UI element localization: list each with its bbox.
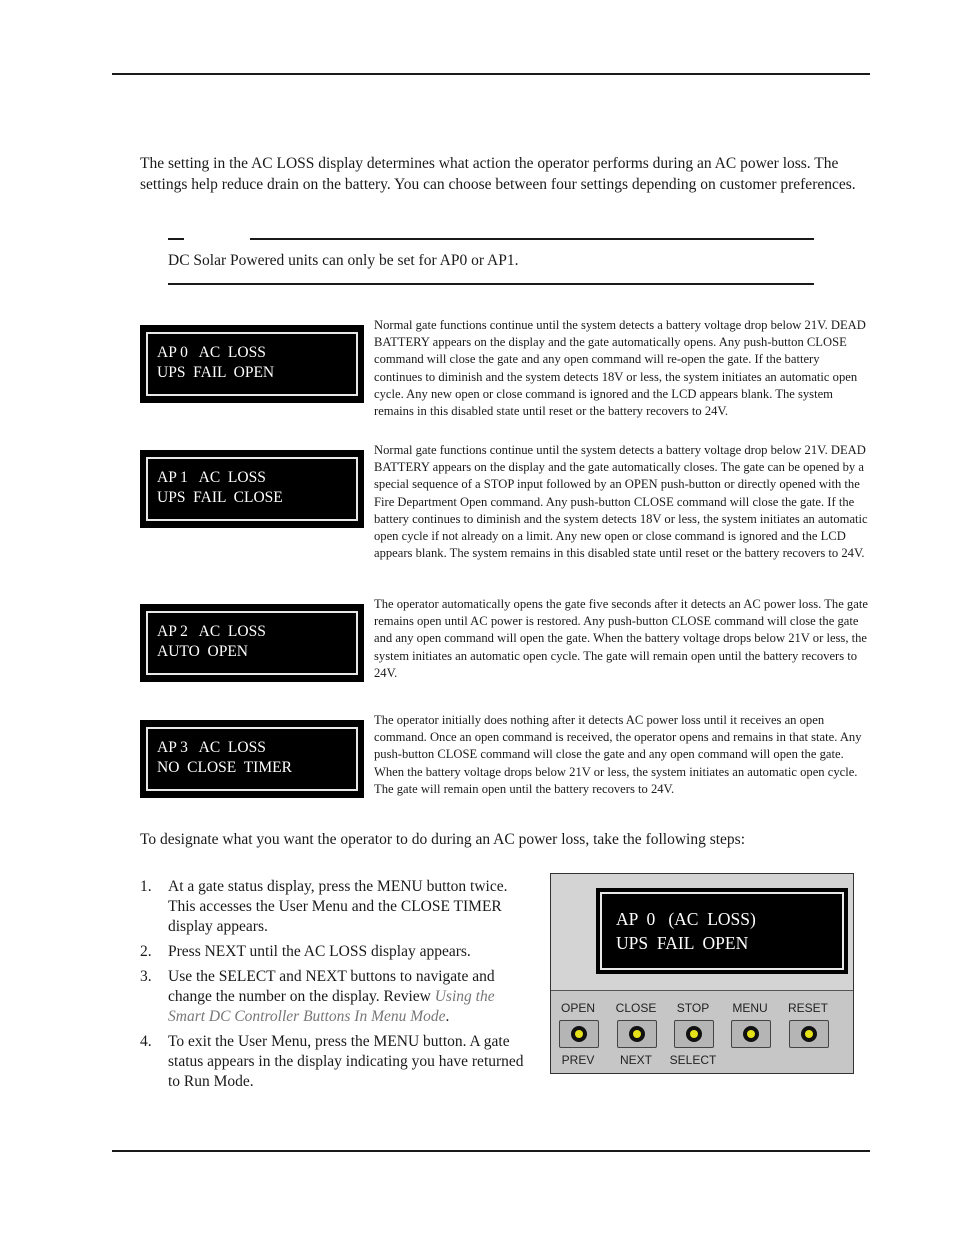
steps-intro: To designate what you want the operator to do during an AC power loss, take the following steps: bbox=[140, 831, 746, 848]
lcd-ap2-line1: AP 2 AC LOSS bbox=[157, 623, 266, 640]
step-1: 1. At a gate status display, press the MENU button twice. This accesses the User Menu and the CLOSE TIMER display appears. bbox=[140, 878, 508, 935]
intro-paragraph: The setting in the AC LOSS display determines what action the operator performs during an AC power loss. The settings help reduce drain on the battery. You can choose between four settings depending on customer preferences. bbox=[140, 155, 856, 193]
label-menu: MENU bbox=[732, 1001, 768, 1015]
led-icon bbox=[686, 1026, 702, 1042]
lcd-ap2 bbox=[140, 604, 364, 682]
close-next-button[interactable] bbox=[617, 1020, 657, 1048]
step-4: 4. To exit the User Menu, press the MENU button. A gate status appears in the display indicating you have returned to Run Mode. bbox=[140, 1033, 524, 1090]
label-next: NEXT bbox=[619, 1053, 652, 1067]
stop-select-button[interactable] bbox=[674, 1020, 714, 1048]
label-select: SELECT bbox=[669, 1053, 717, 1067]
led-icon bbox=[571, 1026, 587, 1042]
lcd-ap3-line1: AP 3 AC LOSS bbox=[157, 739, 266, 756]
lcd-ap3-line2: NO CLOSE TIMER bbox=[157, 759, 292, 776]
label-open: OPEN bbox=[560, 1001, 595, 1015]
ap2-description: The operator automatically opens the gate five seconds after it detects an AC power loss. The gate remains open until AC power is restored. Any push-button CLOSE command will close the gate and any open command will open the gate. When the battery voltage drops below 21V or less, the system initiates an automatic open cycle. The gate will remain open until the battery recovers to 24V. bbox=[374, 597, 868, 680]
lcd-ap3 bbox=[140, 720, 364, 798]
menu-button[interactable] bbox=[731, 1020, 771, 1048]
ap3-description: The operator initially does nothing after it detects AC power loss until it receives an open command. Once an open command is received, the operator opens and remains in that state. Any push-button CLOSE command will close the gate and any open command will open the gate. When the battery voltage drops below 21V or less, the system initiates an automatic open cycle. The gate will remain open until the battery recovers to 24V. bbox=[374, 713, 862, 796]
led-icon bbox=[629, 1026, 645, 1042]
open-prev-button[interactable] bbox=[559, 1020, 599, 1048]
cross-reference-link[interactable]: Using the Smart DC Controller Buttons In Menu Mode bbox=[168, 988, 495, 1025]
steps-list bbox=[140, 877, 525, 1097]
lcd-ap0 bbox=[140, 325, 364, 403]
lcd-ap0-line2: UPS FAIL OPEN bbox=[157, 364, 275, 381]
note-top-rule-short bbox=[168, 238, 184, 240]
label-close: CLOSE bbox=[615, 1001, 657, 1015]
lcd-ap0-line1: AP 0 AC LOSS bbox=[157, 344, 266, 361]
panel-lcd-line2: UPS FAIL OPEN bbox=[616, 933, 749, 953]
label-prev: PREV bbox=[561, 1053, 595, 1067]
label-reset: RESET bbox=[787, 1001, 828, 1015]
ap1-description: Normal gate functions continue until the system detects a battery voltage drop below 21V. DEAD BATTERY appears on the display and the gate automatically closes. The gate can be opened by a special sequence of a STOP input followed by an OPEN push-button or directly opened with the Fire Department Open command. Any push-button CLOSE command will close the gate. If the battery continues to diminish and the system detects 18V or less, the system initiates an automatic open cycle if not already on a limit. Any new open or close command is ignored and the LCD appears blank. The system remains in this disabled state until reset or the battery recovers to 24V. bbox=[374, 443, 868, 561]
led-icon bbox=[801, 1026, 817, 1042]
lcd-ap2-line2: AUTO OPEN bbox=[157, 643, 248, 660]
lcd-ap1 bbox=[140, 450, 364, 528]
controller-panel-illustration bbox=[550, 873, 854, 1074]
footer-rule bbox=[112, 1150, 870, 1152]
step-3: 3. Use the SELECT and NEXT buttons to navigate and change the number on the display. Review Using the Smart DC Controller Buttons In Menu Mode. bbox=[140, 968, 495, 1025]
panel-lcd bbox=[596, 888, 848, 974]
header-rule bbox=[112, 73, 870, 75]
lcd-ap1-line2: UPS FAIL CLOSE bbox=[157, 489, 283, 506]
lcd-ap1-line1: AP 1 AC LOSS bbox=[157, 469, 266, 486]
led-icon bbox=[743, 1026, 759, 1042]
step-2: 2. Press NEXT until the AC LOSS display appears. bbox=[140, 943, 471, 960]
label-stop: STOP bbox=[676, 1001, 710, 1015]
panel-lcd-line1: AP 0 (AC LOSS) bbox=[616, 909, 756, 929]
note-text: DC Solar Powered units can only be set for AP0 or AP1. bbox=[168, 252, 519, 269]
reset-button[interactable] bbox=[789, 1020, 829, 1048]
note-top-rule bbox=[250, 238, 814, 240]
note-bottom-rule bbox=[168, 283, 814, 285]
ap0-description: Normal gate functions continue until the system detects a battery voltage drop below 21V. DEAD BATTERY appears on the display and the gate automatically opens. Any push-button CLOSE command will close the gate and any open command will re-open the gate. If the battery continues to diminish and the system detects 18V or less, the system initiates an automatic open cycle. Any new open or close command is ignored and the LCD appears blank. The system remains in this disabled state until reset or the battery recovers to 24V. bbox=[374, 318, 866, 419]
